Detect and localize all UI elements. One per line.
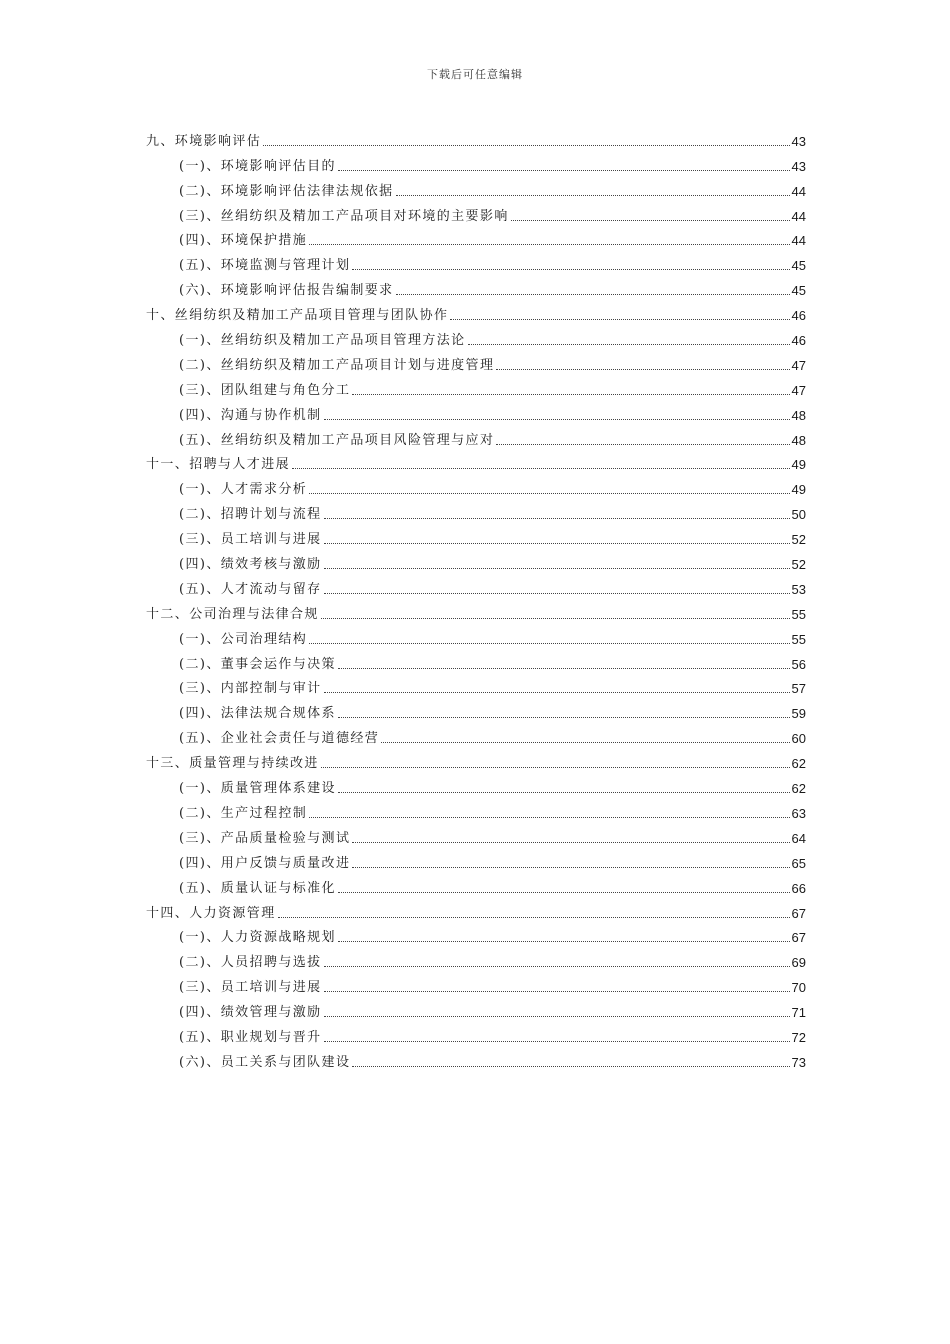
toc-page-number: 52: [791, 532, 806, 548]
toc-entry-title: (三)、员工培训与进展: [179, 532, 322, 548]
toc-entry-title: (二)、招聘计划与流程: [179, 507, 322, 523]
toc-dot-leader: [511, 220, 790, 221]
toc-chapter-entry[interactable]: [146, 748, 806, 773]
toc-page-number: 53: [791, 581, 806, 597]
toc-dot-leader: [324, 543, 790, 544]
toc-page-number: 72: [791, 1029, 806, 1045]
toc-dot-leader: [468, 344, 790, 345]
toc-entry-title: (二)、人员招聘与选拔: [179, 955, 322, 971]
toc-dot-leader: [381, 742, 789, 743]
toc-entry-title: (五)、质量认证与标准化: [179, 880, 336, 896]
toc-page-number: 66: [791, 880, 806, 896]
toc-entry-title: (二)、董事会运作与决策: [179, 656, 336, 672]
toc-entry-title: (五)、职业规划与晋升: [179, 1029, 322, 1045]
toc-chapter-entry[interactable]: [146, 898, 806, 923]
toc-chapter-entry[interactable]: [146, 450, 806, 475]
toc-dot-leader: [396, 195, 790, 196]
toc-page-number: 52: [791, 557, 806, 573]
toc-section-entry[interactable]: [146, 1047, 806, 1072]
toc-section-entry[interactable]: [146, 947, 806, 972]
toc-entry-title: (三)、产品质量检验与测试: [179, 830, 351, 846]
toc-entry-title: (一)、人力资源战略规划: [179, 930, 336, 946]
toc-page-number: 62: [791, 781, 806, 797]
toc-entry-title: 十一、招聘与人才进展: [146, 457, 291, 473]
toc-page-number: 48: [791, 432, 806, 448]
toc-entry-title: (一)、质量管理体系建设: [179, 781, 336, 797]
toc-dot-leader: [321, 618, 790, 619]
toc-dot-leader: [338, 717, 790, 718]
toc-section-entry[interactable]: [146, 674, 806, 699]
toc-dot-leader: [324, 1041, 790, 1042]
toc-section-entry[interactable]: [146, 275, 806, 300]
toc-section-entry[interactable]: [146, 649, 806, 674]
toc-dot-leader: [352, 1066, 789, 1067]
toc-entry-title: (二)、生产过程控制: [179, 805, 308, 821]
toc-dot-leader: [450, 319, 789, 320]
toc-page-number: 56: [791, 656, 806, 672]
toc-page-number: 48: [791, 407, 806, 423]
toc-dot-leader: [352, 867, 789, 868]
toc-section-entry[interactable]: [146, 549, 806, 574]
toc-section-entry[interactable]: [146, 923, 806, 948]
toc-section-entry[interactable]: [146, 723, 806, 748]
toc-page-number: 67: [791, 905, 806, 921]
toc-section-entry[interactable]: [146, 823, 806, 848]
toc-section-entry[interactable]: [146, 151, 806, 176]
toc-entry-title: 九、环境影响评估: [146, 133, 262, 149]
toc-section-entry[interactable]: [146, 798, 806, 823]
toc-dot-leader: [324, 966, 790, 967]
toc-dot-leader: [352, 842, 789, 843]
toc-page-number: 62: [791, 756, 806, 772]
toc-page-number: 73: [791, 1054, 806, 1070]
toc-page-number: 44: [791, 233, 806, 249]
toc-dot-leader: [309, 493, 789, 494]
toc-page-number: 60: [791, 731, 806, 747]
toc-dot-leader: [338, 668, 790, 669]
toc-dot-leader: [496, 444, 789, 445]
toc-entry-title: (五)、丝绢纺织及精加工产品项目风险管理与应对: [179, 432, 495, 448]
toc-dot-leader: [352, 269, 789, 270]
toc-section-entry[interactable]: [146, 574, 806, 599]
toc-section-entry[interactable]: [146, 773, 806, 798]
toc-dot-leader: [278, 917, 790, 918]
toc-dot-leader: [396, 294, 790, 295]
toc-entry-title: (三)、丝绢纺织及精加工产品项目对环境的主要影响: [179, 208, 509, 224]
toc-page-number: 43: [791, 133, 806, 149]
toc-section-entry[interactable]: [146, 997, 806, 1022]
toc-dot-leader: [338, 792, 790, 793]
toc-entry-title: (四)、绩效管理与激励: [179, 1005, 322, 1021]
toc-page-number: 46: [791, 333, 806, 349]
toc-dot-leader: [324, 419, 790, 420]
toc-entry-title: 十、丝绢纺织及精加工产品项目管理与团队协作: [146, 308, 449, 324]
toc-page-number: 45: [791, 258, 806, 274]
toc-section-entry[interactable]: [146, 425, 806, 450]
toc-section-entry[interactable]: [146, 1022, 806, 1047]
toc-section-entry[interactable]: [146, 499, 806, 524]
toc-page-number: 70: [791, 980, 806, 996]
toc-section-entry[interactable]: [146, 350, 806, 375]
toc-chapter-entry[interactable]: [146, 126, 806, 151]
toc-dot-leader: [309, 643, 789, 644]
toc-page-number: 57: [791, 681, 806, 697]
toc-entry-title: (五)、环境监测与管理计划: [179, 258, 351, 274]
page-header: 下载后可任意编辑: [427, 68, 523, 81]
toc-entry-title: (四)、环境保护措施: [179, 233, 308, 249]
toc-section-entry[interactable]: [146, 972, 806, 997]
toc-entry-title: (一)、环境影响评估目的: [179, 158, 336, 174]
toc-section-entry[interactable]: [146, 375, 806, 400]
toc-dot-leader: [324, 991, 790, 992]
toc-chapter-entry[interactable]: [146, 599, 806, 624]
toc-section-entry[interactable]: [146, 201, 806, 226]
toc-section-entry[interactable]: [146, 325, 806, 350]
toc-entry-title: (四)、用户反馈与质量改进: [179, 855, 351, 871]
toc-section-entry[interactable]: [146, 524, 806, 549]
toc-entry-title: 十四、人力资源管理: [146, 905, 276, 921]
toc-dot-leader: [292, 468, 790, 469]
toc-section-entry[interactable]: [146, 176, 806, 201]
toc-section-entry[interactable]: [146, 250, 806, 275]
toc-dot-leader: [496, 369, 789, 370]
toc-entry-title: (二)、环境影响评估法律法规依据: [179, 183, 394, 199]
toc-section-entry[interactable]: [146, 624, 806, 649]
toc-entry-title: (六)、环境影响评估报告编制要求: [179, 283, 394, 299]
table-of-contents: [146, 126, 806, 1072]
toc-page-number: 63: [791, 805, 806, 821]
toc-dot-leader: [338, 170, 790, 171]
toc-entry-title: (三)、团队组建与角色分工: [179, 382, 351, 398]
toc-entry-title: (四)、绩效考核与激励: [179, 557, 322, 573]
toc-chapter-entry[interactable]: [146, 300, 806, 325]
toc-dot-leader: [321, 767, 790, 768]
toc-dot-leader: [324, 568, 790, 569]
toc-dot-leader: [324, 593, 790, 594]
toc-section-entry[interactable]: [146, 698, 806, 723]
toc-page-number: 55: [791, 606, 806, 622]
toc-page-number: 59: [791, 706, 806, 722]
toc-page-number: 46: [791, 308, 806, 324]
toc-entry-title: 十三、质量管理与持续改进: [146, 756, 319, 772]
toc-page-number: 65: [791, 855, 806, 871]
toc-page-number: 44: [791, 183, 806, 199]
toc-entry-title: (四)、法律法规合规体系: [179, 706, 336, 722]
toc-page-number: 69: [791, 955, 806, 971]
toc-page-number: 64: [791, 830, 806, 846]
toc-entry-title: (三)、员工培训与进展: [179, 980, 322, 996]
toc-dot-leader: [309, 817, 789, 818]
toc-dot-leader: [324, 518, 790, 519]
toc-page-number: 67: [791, 930, 806, 946]
toc-page-number: 71: [791, 1005, 806, 1021]
toc-dot-leader: [338, 892, 790, 893]
toc-section-entry[interactable]: [146, 400, 806, 425]
toc-entry-title: (一)、人才需求分析: [179, 482, 308, 498]
toc-entry-title: 十二、公司治理与法律合规: [146, 606, 319, 622]
toc-entry-title: (五)、企业社会责任与道德经营: [179, 731, 380, 747]
toc-entry-title: (三)、内部控制与审计: [179, 681, 322, 697]
toc-dot-leader: [324, 692, 790, 693]
toc-page-number: 49: [791, 482, 806, 498]
toc-page-number: 47: [791, 357, 806, 373]
toc-page-number: 45: [791, 283, 806, 299]
toc-page-number: 55: [791, 631, 806, 647]
toc-section-entry[interactable]: [146, 848, 806, 873]
toc-page-number: 47: [791, 382, 806, 398]
toc-page-number: 43: [791, 158, 806, 174]
toc-entry-title: (四)、沟通与协作机制: [179, 407, 322, 423]
toc-dot-leader: [338, 941, 790, 942]
toc-page-number: 49: [791, 457, 806, 473]
toc-dot-leader: [309, 244, 789, 245]
toc-dot-leader: [324, 1016, 790, 1017]
toc-entry-title: (六)、员工关系与团队建设: [179, 1054, 351, 1070]
toc-page-number: 50: [791, 507, 806, 523]
toc-section-entry[interactable]: [146, 474, 806, 499]
toc-entry-title: (一)、丝绢纺织及精加工产品项目管理方法论: [179, 333, 466, 349]
toc-page-number: 44: [791, 208, 806, 224]
toc-entry-title: (一)、公司治理结构: [179, 631, 308, 647]
toc-entry-title: (二)、丝绢纺织及精加工产品项目计划与进度管理: [179, 357, 495, 373]
toc-section-entry[interactable]: [146, 873, 806, 898]
toc-dot-leader: [352, 394, 789, 395]
toc-dot-leader: [263, 145, 789, 146]
toc-section-entry[interactable]: [146, 226, 806, 251]
toc-entry-title: (五)、人才流动与留存: [179, 581, 322, 597]
